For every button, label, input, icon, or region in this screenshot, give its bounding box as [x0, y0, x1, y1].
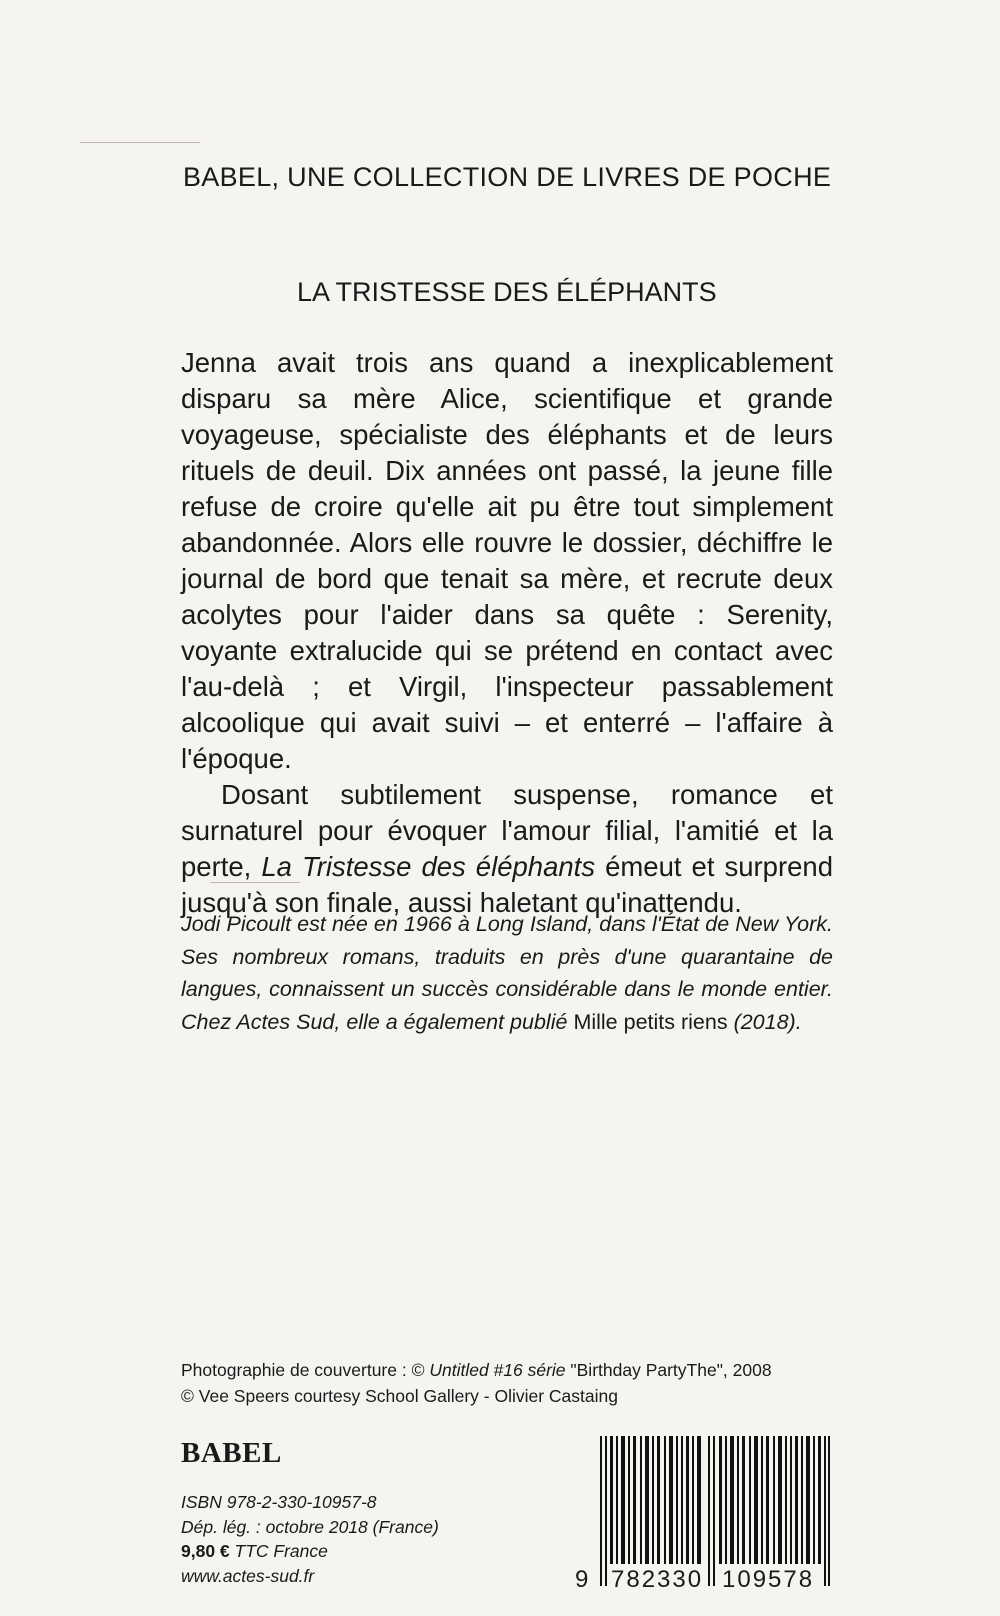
price-line — [181, 1539, 439, 1564]
barcode-bar — [692, 1436, 694, 1564]
barcode-bar — [801, 1436, 803, 1564]
barcode — [575, 1436, 833, 1598]
barcode-bar — [686, 1436, 689, 1564]
barcode-bar — [605, 1436, 607, 1586]
barcode-bar — [737, 1436, 739, 1564]
summary-paragraph-2 — [181, 777, 833, 921]
barcode-bar — [640, 1436, 642, 1564]
barcode-bar — [795, 1436, 798, 1564]
credits-line-2: © Vee Speers courtesy School Gallery - Olivier Castaing — [181, 1386, 618, 1406]
summary-p2-start: Dosant subtilement suspense, romance et surnaturel pour évoquer l'amour filial, l'amitié et la perte, — [181, 779, 833, 882]
barcode-bar — [664, 1436, 666, 1564]
bio-text: Jodi Picoult est née en 1966 à Long Island, dans l'État de New York. Ses nombreux romans, traduits en près d'une quarantaine de langues, connaissent un succès considérable dans le monde entier. Chez Actes Sud, elle a également publié — [181, 912, 833, 1034]
publisher-imprint: BABEL — [181, 1437, 282, 1469]
website: www.actes-sud.fr — [181, 1565, 315, 1586]
barcode-bar — [773, 1436, 775, 1564]
summary-p2-end: émeut et surprend jusqu'à son finale, aussi haletant qu'inattendu. — [181, 851, 834, 918]
barcode-bar — [813, 1436, 815, 1564]
barcode-bar — [749, 1436, 751, 1564]
barcode-bar — [621, 1436, 625, 1564]
barcode-bar — [761, 1436, 763, 1564]
barcode-bar — [657, 1436, 660, 1564]
barcode-bar — [652, 1436, 654, 1564]
barcode-bar — [754, 1436, 758, 1564]
series-line: BABEL, UNE COLLECTION DE LIVRES DE POCHE — [183, 162, 832, 192]
author-bio — [181, 908, 833, 1038]
barcode-bar — [778, 1436, 782, 1564]
summary-book-title: La Tristesse des éléphants — [261, 851, 596, 882]
barcode-bar — [790, 1436, 792, 1564]
bio-year: (2018). — [733, 1009, 802, 1034]
credits-line-1 — [181, 1357, 841, 1383]
barcode-right-digits: 109578 — [722, 1566, 815, 1593]
barcode-bar — [669, 1436, 673, 1564]
barcode-bar — [600, 1436, 602, 1586]
isbn: ISBN 978-2-330-10957-8 — [181, 1492, 377, 1512]
price: 9,80 € — [181, 1541, 230, 1561]
barcode-left-digits: 782330 — [611, 1566, 704, 1593]
barcode-bar — [676, 1436, 678, 1564]
publication-info — [181, 1490, 439, 1588]
summary-paragraph-1: Jenna avait trois ans quand a inexplicablement disparu sa mère Alice, scientifique et grande voyageuse, spécialiste des éléphants et de leurs rituels de deuil. Dix années ont passé, la jeune fille refuse de croire qu'elle ait pu être tout simplement abandonnée. Alors elle rouvre le dossier, déchiffre le journal de bord que tenait sa mère, et recrute deux acolytes pour l'aider dans sa quête : Serenity, voyante extralucide qui se prétend en contact avec l'au-delà ; et Virgil, l'inspecteur passablement alcoolique qui avait suivi – et enterré – l'affaire à l'époque. — [181, 347, 833, 774]
barcode-bar — [828, 1436, 830, 1586]
credits-series: "Birthday PartyThe", 2008 — [570, 1360, 772, 1380]
photo-credits — [181, 1357, 841, 1409]
barcode-bar — [708, 1436, 710, 1586]
barcode-bar — [730, 1436, 734, 1564]
barcode-bar — [719, 1436, 722, 1564]
book-title: LA TRISTESSE DES ÉLÉPHANTS — [297, 277, 717, 307]
barcode-bar — [725, 1436, 727, 1564]
barcode-bar — [766, 1436, 769, 1564]
barcode-bar — [633, 1436, 636, 1564]
barcode-bar — [628, 1436, 630, 1564]
barcode-bar — [697, 1436, 701, 1564]
bio-other-title: Mille petits riens — [573, 1009, 728, 1034]
credits-work: Untitled #16 série — [429, 1360, 566, 1380]
price-suffix: TTC France — [234, 1541, 328, 1561]
barcode-bar — [681, 1436, 683, 1564]
scan-artifact-line — [210, 882, 300, 883]
barcode-bar — [824, 1436, 826, 1586]
credits-label: Photographie de couverture : © — [181, 1360, 425, 1380]
barcode-bar — [645, 1436, 649, 1564]
barcode-bar — [742, 1436, 745, 1564]
barcode-bar — [806, 1436, 810, 1564]
barcode-bar — [713, 1436, 715, 1586]
barcode-lead-digit: 9 — [575, 1566, 589, 1593]
barcode-bar — [785, 1436, 787, 1564]
barcode-bar — [818, 1436, 821, 1564]
barcode-bar — [610, 1436, 613, 1564]
legal-deposit: Dép. lég. : octobre 2018 (France) — [181, 1516, 439, 1537]
summary — [181, 345, 833, 921]
barcode-bars — [600, 1436, 830, 1586]
scan-artifact-line — [80, 142, 200, 143]
barcode-bar — [616, 1436, 618, 1564]
